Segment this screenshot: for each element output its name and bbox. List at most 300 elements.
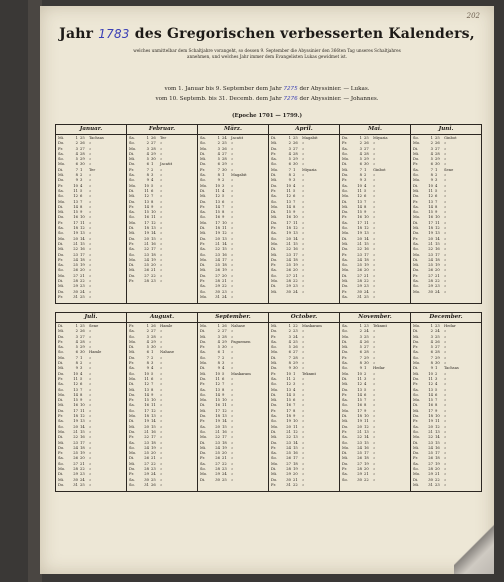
- day-row: Do. 5 29 »: [413, 157, 447, 162]
- day-row: Di. 14 5 »: [271, 392, 305, 397]
- day-row: Sa. 4 28 »: [58, 151, 92, 156]
- day-row: Mi. 17 12 »: [200, 408, 234, 413]
- day-row: So. 9 2 »: [200, 178, 234, 183]
- day-row: So. 16 11 »: [129, 215, 163, 220]
- day-row: Fr. 28 21 »: [200, 279, 234, 284]
- day-row: Fr. 23 17 »: [342, 252, 376, 257]
- day-row: Di. 22 16 »: [271, 247, 305, 252]
- day-row: Fr. 16 10 »: [342, 215, 376, 220]
- day-row: Sa. 13 8 »: [200, 387, 234, 392]
- day-row: Mo. 10 3 »: [200, 183, 234, 188]
- day-row: Fr. 2 26 »: [342, 141, 376, 146]
- day-row: Mo. 3 28 »: [129, 146, 163, 151]
- day-row: Do. 14 9 »: [129, 392, 163, 397]
- day-row: Sa. 6 1 »: [200, 350, 234, 355]
- day-row: So. 4 28 »: [342, 151, 376, 156]
- day-row: Sa. 28 22 »: [413, 279, 447, 284]
- day-row: Mo. 14 8 »: [58, 392, 92, 397]
- day-row: Mi. 5 30 »: [129, 157, 163, 162]
- day-row: Sa. 5 29 »: [58, 345, 92, 350]
- day-row: Di. 2 24 »: [413, 329, 447, 334]
- day-row: Mi. 12 4 »: [342, 382, 376, 387]
- day-row: Mo. 27 21 »: [58, 273, 92, 278]
- day-row: Di. 14 8 »: [58, 204, 92, 209]
- day-row: Sa. 29 22 »: [200, 284, 234, 289]
- day-row: Fr. 18 12 »: [58, 414, 92, 419]
- day-row: Di. 25 18 »: [200, 263, 234, 268]
- day-row: Mi. 2 26 »: [271, 141, 305, 146]
- day-row: So. 16 9 »: [200, 215, 234, 220]
- day-row: Mo. 20 14 »: [58, 236, 92, 241]
- day-row: Do. 30 24 »: [58, 289, 92, 294]
- day-row: Mi. 10 5 Maskaram: [200, 371, 251, 376]
- day-row: Do. 20 12 »: [342, 424, 376, 429]
- day-row: Mo. 24 17 »: [200, 257, 234, 262]
- day-row: Sa. 24 18 »: [342, 257, 376, 262]
- subtitle-line: welches unmittelbar dem Schaltjahre vorangeht, so dessen 9. September die Abyssinier den 366ten Tag unseres Schaltjahres: [133, 48, 401, 53]
- day-row: Mi. 25 19 »: [413, 263, 447, 268]
- day-row: So. 1 25 Ginbot: [413, 136, 457, 140]
- day-row: Sa. 7 1 Sene: [413, 167, 454, 172]
- day-row: Mi. 24 19 »: [200, 445, 234, 450]
- day-row: Sa. 15 7 »: [342, 398, 376, 403]
- day-row: Do. 17 11 »: [271, 220, 305, 225]
- day-row: Di. 6 30 »: [342, 162, 376, 167]
- day-row: So. 6 30 »: [271, 162, 305, 167]
- day-row: Do. 11 6 »: [200, 376, 234, 381]
- day-row: Di. 11 4 »: [200, 188, 234, 193]
- day-row: Sa. 15 8 »: [200, 210, 234, 215]
- day-row: Sa. 19 13 »: [271, 231, 305, 236]
- day-row: Sa. 20 12 »: [413, 424, 447, 429]
- day-row: So. 2 25 »: [200, 141, 234, 146]
- calendar-grid-top: [55, 124, 482, 304]
- day-row: Do. 16 10 »: [58, 215, 92, 220]
- day-row: Mo. 9 3 »: [413, 178, 447, 183]
- day-row: So. 29 23 »: [413, 284, 447, 289]
- day-row: So. 13 7 »: [271, 199, 305, 204]
- day-row: Sa. 9 4 »: [129, 366, 163, 371]
- day-row: Di. 12 7 »: [129, 382, 163, 387]
- day-row: Di. 15 9 »: [58, 398, 92, 403]
- day-row: So. 26 20 »: [58, 268, 92, 273]
- day-row: Mo. 15 7 »: [413, 398, 447, 403]
- day-row: Fr. 26 21 »: [200, 456, 234, 461]
- day-row: Fr. 5 30 »: [200, 345, 234, 350]
- day-row: Fr. 6 30 »: [413, 162, 447, 167]
- day-row: Mi. 23 17 »: [58, 440, 92, 445]
- day-row: Di. 30 22 »: [413, 477, 447, 482]
- day-row: Di. 22 16 »: [58, 435, 92, 440]
- day-row: Mo. 17 10 »: [200, 220, 234, 225]
- day-row: Mi. 28 22 »: [342, 279, 376, 284]
- line1-suffix: der Abyssinier. — Lukas.: [299, 86, 370, 92]
- day-row: Mo. 31 24 »: [200, 294, 234, 299]
- day-row: Mi. 3 28 »: [200, 334, 234, 339]
- calendar-grid-bottom: [55, 312, 482, 492]
- day-row: Fr. 27 21 »: [413, 273, 447, 278]
- day-row: Mi. 5 28 »: [200, 157, 234, 162]
- day-row: Mi. 26 18 »: [342, 456, 376, 461]
- day-row: Sa. 16 11 »: [129, 403, 163, 408]
- day-row: Di. 25 20 »: [129, 263, 163, 268]
- day-row: Sa. 22 14 »: [342, 435, 376, 440]
- subtitle: [70, 48, 464, 60]
- day-row: Di. 1 25 Magabit: [271, 136, 318, 140]
- day-row: Mi. 17 9 »: [413, 408, 447, 413]
- day-row: Mi. 8 2 »: [58, 173, 92, 178]
- day-row: Fr. 25 19 »: [58, 451, 92, 456]
- title-rest: des Gregorischen verbesserten Kalenders,: [134, 26, 475, 42]
- day-row: So. 21 16 »: [200, 429, 234, 434]
- day-row: Do. 2 26 »: [58, 141, 92, 146]
- day-row: Fr. 28 20 »: [342, 467, 376, 472]
- day-row: Mo. 29 24 »: [200, 472, 234, 477]
- day-row: Sa. 8 1 Magabit: [200, 173, 247, 178]
- day-row: Do. 29 23 »: [342, 284, 376, 289]
- day-row: Di. 9 1 Tachsas: [413, 366, 459, 371]
- day-row: Do. 10 4 »: [271, 183, 305, 188]
- day-row: Mi. 26 19 »: [200, 268, 234, 273]
- day-row: Do. 24 18 »: [58, 445, 92, 450]
- day-row: Mo. 17 12 »: [129, 220, 163, 225]
- day-row: Di. 10 4 »: [413, 183, 447, 188]
- day-row: Fr. 9 3 »: [342, 178, 376, 183]
- day-row: Di. 8 2 »: [271, 173, 305, 178]
- day-row: Fr. 29 24 »: [129, 472, 163, 477]
- page-number: 202: [466, 12, 480, 20]
- day-row: Do. 18 10 »: [413, 414, 447, 419]
- day-row: Mi. 12 7 »: [129, 194, 163, 199]
- day-row: Fr. 21 16 »: [129, 241, 163, 246]
- day-row: So. 14 6 »: [413, 392, 447, 397]
- abyssinian-year-line-1: [40, 86, 494, 92]
- day-row: Do. 12 6 »: [413, 194, 447, 199]
- title-jahr: Jahr: [59, 26, 94, 42]
- day-row: Mi. 23 17 »: [271, 252, 305, 257]
- day-row: Di. 4 27 »: [200, 151, 234, 156]
- day-row: Do. 30 21 »: [271, 477, 305, 482]
- day-row: Fr. 30 24 »: [342, 289, 376, 294]
- day-row: So. 2 24 »: [342, 329, 376, 334]
- day-row: Mo. 26 20 »: [342, 268, 376, 273]
- day-row: Di. 18 11 »: [200, 226, 234, 231]
- day-row: Mo. 8 3 »: [200, 361, 234, 366]
- day-row: Mi. 5 27 »: [342, 345, 376, 350]
- day-row: Mo. 22 17 »: [200, 435, 234, 440]
- line2-year-handwritten: 7276: [283, 96, 298, 102]
- calendar-page: [40, 6, 494, 574]
- day-row: Do. 9 30 »: [271, 366, 305, 371]
- day-row: Mi. 31 23 »: [413, 482, 447, 487]
- day-row: Di. 16 11 »: [200, 403, 234, 408]
- day-row: Sa. 1 23 Teknmt: [342, 324, 387, 328]
- day-row: Mi. 2 26 »: [58, 329, 92, 334]
- day-row: Mi. 6 1 Nahase: [129, 350, 175, 355]
- day-row: So. 13 7 »: [58, 387, 92, 392]
- day-row: Do. 27 19 »: [342, 461, 376, 466]
- day-row: Mo. 24 16 »: [342, 445, 376, 450]
- day-row: Mo. 30 24 »: [413, 289, 447, 294]
- day-row: So. 20 14 »: [58, 424, 92, 429]
- day-row: Do. 4 26 »: [413, 339, 447, 344]
- epoch-label: (Epoche 1701 — 1799.): [231, 113, 303, 119]
- month-name: Februar.: [127, 125, 197, 135]
- day-row: Fr. 15 10 »: [129, 398, 163, 403]
- day-row: Di. 7 1 Ter: [58, 167, 96, 172]
- day-row: Mo. 29 21 »: [413, 472, 447, 477]
- month-column: [127, 313, 198, 491]
- day-row: So. 18 12 »: [342, 226, 376, 231]
- day-row: Mi. 15 9 »: [58, 210, 92, 215]
- month-name: August.: [127, 313, 197, 323]
- day-row: So. 21 13 »: [413, 429, 447, 434]
- day-row: Di. 25 17 »: [342, 451, 376, 456]
- day-row: Di. 13 7 »: [342, 199, 376, 204]
- day-row: Mi. 24 16 »: [413, 445, 447, 450]
- day-row: Mo. 28 22 »: [58, 467, 92, 472]
- day-row: Fr. 11 5 »: [58, 376, 92, 381]
- day-row: Fr. 20 14 »: [413, 236, 447, 241]
- day-row: Sa. 12 6 »: [271, 194, 305, 199]
- day-row: Di. 18 13 »: [129, 226, 163, 231]
- month-column: [56, 313, 127, 491]
- day-row: Fr. 10 4 »: [58, 183, 92, 188]
- day-row: Di. 3 27 »: [413, 146, 447, 151]
- month-column: [269, 313, 340, 491]
- day-row: So. 28 23 »: [200, 467, 234, 472]
- day-row: Fr. 4 28 »: [58, 339, 92, 344]
- day-row: Mo. 20 11 »: [271, 424, 305, 429]
- day-row: Do. 17 11 »: [58, 408, 92, 413]
- day-row: Di. 21 15 »: [58, 241, 92, 246]
- month-column: [198, 125, 269, 303]
- day-row: Di. 20 14 »: [342, 236, 376, 241]
- month-name: April.: [269, 125, 339, 135]
- day-row: Fr. 18 12 »: [271, 226, 305, 231]
- day-row: Mi. 13 8 »: [129, 387, 163, 392]
- day-row: Do. 3 27 »: [271, 146, 305, 151]
- day-row: Fr. 17 8 »: [271, 408, 305, 413]
- month-name: December.: [411, 313, 481, 323]
- day-row: So. 26 17 »: [271, 456, 305, 461]
- month-column: [340, 125, 411, 303]
- month-name: September.: [198, 313, 268, 323]
- day-row: So. 16 8 »: [342, 403, 376, 408]
- day-row: Di. 2 27 »: [200, 329, 234, 334]
- month-name: Mai.: [340, 125, 410, 135]
- day-row: Mi. 9 3 »: [271, 178, 305, 183]
- day-row: Mo. 6 27 »: [271, 350, 305, 355]
- day-row: So. 6 30 Hamle: [58, 350, 102, 355]
- day-row: Fr. 21 13 »: [342, 429, 376, 434]
- day-row: Fr. 24 18 »: [58, 257, 92, 262]
- day-row: Di. 1 25 Sene: [58, 324, 99, 328]
- day-row: Mi. 1 22 Maskaram: [271, 324, 322, 328]
- day-row: Di. 26 21 »: [129, 456, 163, 461]
- day-row: Sa. 4 25 »: [271, 339, 305, 344]
- day-row: Sa. 25 19 »: [58, 263, 92, 268]
- day-row: Do. 20 15 »: [129, 236, 163, 241]
- day-row: Mi. 20 15 »: [129, 424, 163, 429]
- month-column: [198, 313, 269, 491]
- day-row: Di. 9 4 »: [200, 366, 234, 371]
- day-row: Mi. 12 5 »: [200, 194, 234, 199]
- day-row: Do. 10 4 »: [58, 371, 92, 376]
- day-row: Sa. 10 4 »: [342, 183, 376, 188]
- day-row: Sa. 27 22 »: [200, 461, 234, 466]
- day-row: Mo. 24 19 »: [129, 257, 163, 262]
- day-row: Mo. 13 4 »: [271, 387, 305, 392]
- day-row: Di. 7 28 »: [271, 355, 305, 360]
- day-row: Mo. 14 8 »: [271, 204, 305, 209]
- month-column: [127, 125, 198, 303]
- day-row: Fr. 31 22 »: [271, 482, 305, 487]
- day-row: Do. 31 25 »: [58, 482, 92, 487]
- day-row: Di. 23 15 »: [413, 440, 447, 445]
- day-row: Sa. 26 20 »: [271, 268, 305, 273]
- day-row: Do. 28 23 »: [129, 467, 163, 472]
- day-row: Sa. 13 5 »: [413, 387, 447, 392]
- day-row: So. 12 6 »: [58, 194, 92, 199]
- day-row: Fr. 3 24 »: [271, 334, 305, 339]
- day-row: Sa. 27 19 »: [413, 461, 447, 466]
- day-row: Do. 15 9 »: [342, 210, 376, 215]
- day-row: Fr. 24 15 »: [271, 445, 305, 450]
- day-row: Do. 6 1 Jacatit: [129, 162, 173, 167]
- day-row: Fr. 19 14 »: [200, 419, 234, 424]
- day-row: So. 14 9 »: [200, 392, 234, 397]
- day-row: So. 28 20 »: [413, 467, 447, 472]
- day-row: Sa. 15 10 »: [129, 210, 163, 215]
- day-row: Do. 11 3 »: [413, 376, 447, 381]
- abyssinian-year-line-2: [40, 96, 494, 102]
- subtitle-line: annehmen, und welches Jahr immer dem Evangelisten Lukas gewidmet ist.: [187, 54, 347, 59]
- day-row: Sa. 11 5 »: [58, 188, 92, 193]
- day-row: Mo. 10 5 »: [129, 183, 163, 188]
- day-row: So. 30 22 »: [342, 477, 376, 482]
- line1-text: vom 1. Januar bis 9. September dem Jahr: [164, 86, 282, 92]
- day-row: Di. 4 29 »: [129, 151, 163, 156]
- day-row: Mo. 27 18 »: [271, 461, 305, 466]
- day-row: Sa. 12 6 »: [58, 382, 92, 387]
- day-row: Di. 11 6 »: [129, 188, 163, 193]
- day-row: So. 23 16 »: [200, 252, 234, 257]
- page-title: [40, 26, 494, 42]
- day-row: Sa. 14 8 »: [413, 204, 447, 209]
- day-row: Do. 8 2 »: [342, 173, 376, 178]
- day-row: Do. 25 17 »: [413, 451, 447, 456]
- month-column: [56, 125, 127, 303]
- day-row: Do. 22 16 »: [342, 247, 376, 252]
- day-row: Do. 26 20 »: [413, 268, 447, 273]
- day-row: Do. 13 5 »: [342, 387, 376, 392]
- day-row: Di. 28 19 »: [271, 467, 305, 472]
- day-row: Sa. 6 28 »: [413, 350, 447, 355]
- day-row: Mi. 22 13 »: [271, 435, 305, 440]
- day-row: Do. 6 28 »: [342, 350, 376, 355]
- day-row: Mi. 4 28 »: [413, 151, 447, 156]
- day-row: Mo. 4 29 »: [129, 339, 163, 344]
- day-row: Mo. 8 30 »: [413, 361, 447, 366]
- day-row: Mo. 2 26 »: [413, 141, 447, 146]
- day-row: Mi. 16 10 »: [58, 403, 92, 408]
- day-row: Di. 8 2 »: [58, 361, 92, 366]
- day-row: Fr. 14 6 »: [342, 392, 376, 397]
- day-row: Mo. 1 23 Hedar: [413, 324, 456, 328]
- day-row: Di. 4 26 »: [342, 339, 376, 344]
- day-row: So. 19 13 »: [58, 231, 92, 236]
- day-row: Mi. 16 10 »: [271, 215, 305, 220]
- day-row: Do. 23 14 »: [271, 440, 305, 445]
- day-row: So. 30 23 »: [200, 289, 234, 294]
- day-row: Mo. 6 30 »: [58, 162, 92, 167]
- day-row: So. 31 26 »: [129, 482, 163, 487]
- day-row: Mi. 18 12 »: [413, 226, 447, 231]
- day-row: So. 17 12 »: [129, 408, 163, 413]
- day-row: Mi. 14 8 »: [342, 204, 376, 209]
- day-row: Mi. 19 11 »: [342, 419, 376, 424]
- day-row: So. 8 2 »: [413, 173, 447, 178]
- day-row: Sa. 5 29 »: [271, 157, 305, 162]
- day-row: Mo. 15 10 »: [200, 398, 234, 403]
- day-row: Do. 1 25 Miyazia: [342, 136, 388, 140]
- day-row: Do. 3 27 »: [58, 334, 92, 339]
- day-row: So. 20 14 »: [271, 236, 305, 241]
- day-row: Fr. 10 1 Teknmt: [271, 371, 316, 376]
- day-row: Mo. 19 13 »: [342, 231, 376, 236]
- day-row: Do. 2 23 »: [271, 329, 305, 334]
- day-row: Do. 18 13 »: [200, 414, 234, 419]
- day-row: Mi. 29 20 »: [271, 472, 305, 477]
- page-corner: [454, 514, 494, 574]
- day-row: So. 5 26 »: [271, 345, 305, 350]
- day-row: Fr. 13 7 »: [413, 199, 447, 204]
- day-row: Mo. 25 20 »: [129, 451, 163, 456]
- day-row: Mo. 3 26 »: [200, 146, 234, 151]
- day-row: Sa. 1 24 Jacatit: [200, 136, 244, 140]
- day-row: Do. 7 2 »: [129, 355, 163, 360]
- day-row: Sa. 11 2 »: [271, 376, 305, 381]
- month-name: Januar.: [56, 125, 126, 135]
- month-name: October.: [269, 313, 339, 323]
- day-row: Di. 5 30 »: [129, 345, 163, 350]
- day-row: Sa. 26 20 »: [58, 456, 92, 461]
- day-row: Do. 21 16 »: [129, 429, 163, 434]
- day-row: Sa. 1 26 Ter: [129, 136, 167, 140]
- day-row: Do. 6 29 »: [200, 162, 234, 167]
- day-row: Fr. 3 27 »: [58, 146, 92, 151]
- day-row: Do. 24 18 »: [271, 257, 305, 262]
- day-row: Mo. 21 15 »: [271, 241, 305, 246]
- day-row: So. 22 16 »: [413, 247, 447, 252]
- day-row: Fr. 14 7 »: [200, 204, 234, 209]
- day-row: Fr. 11 5 »: [271, 188, 305, 193]
- day-row: So. 10 5 »: [129, 371, 163, 376]
- day-row: Di. 23 18 »: [200, 440, 234, 445]
- day-row: Mi. 8 29 »: [271, 361, 305, 366]
- day-row: Do. 23 17 »: [58, 252, 92, 257]
- day-row: Fr. 28 23 »: [129, 279, 163, 284]
- day-row: Mo. 13 7 »: [58, 199, 92, 204]
- day-row: Sa. 3 27 »: [342, 146, 376, 151]
- month-column: [340, 313, 411, 491]
- day-row: Mi. 15 6 »: [271, 398, 305, 403]
- day-row: So. 12 3 »: [271, 382, 305, 387]
- day-row: So. 7 2 »: [200, 355, 234, 360]
- day-row: Di. 28 22 »: [58, 279, 92, 284]
- day-row: Do. 9 3 »: [58, 178, 92, 183]
